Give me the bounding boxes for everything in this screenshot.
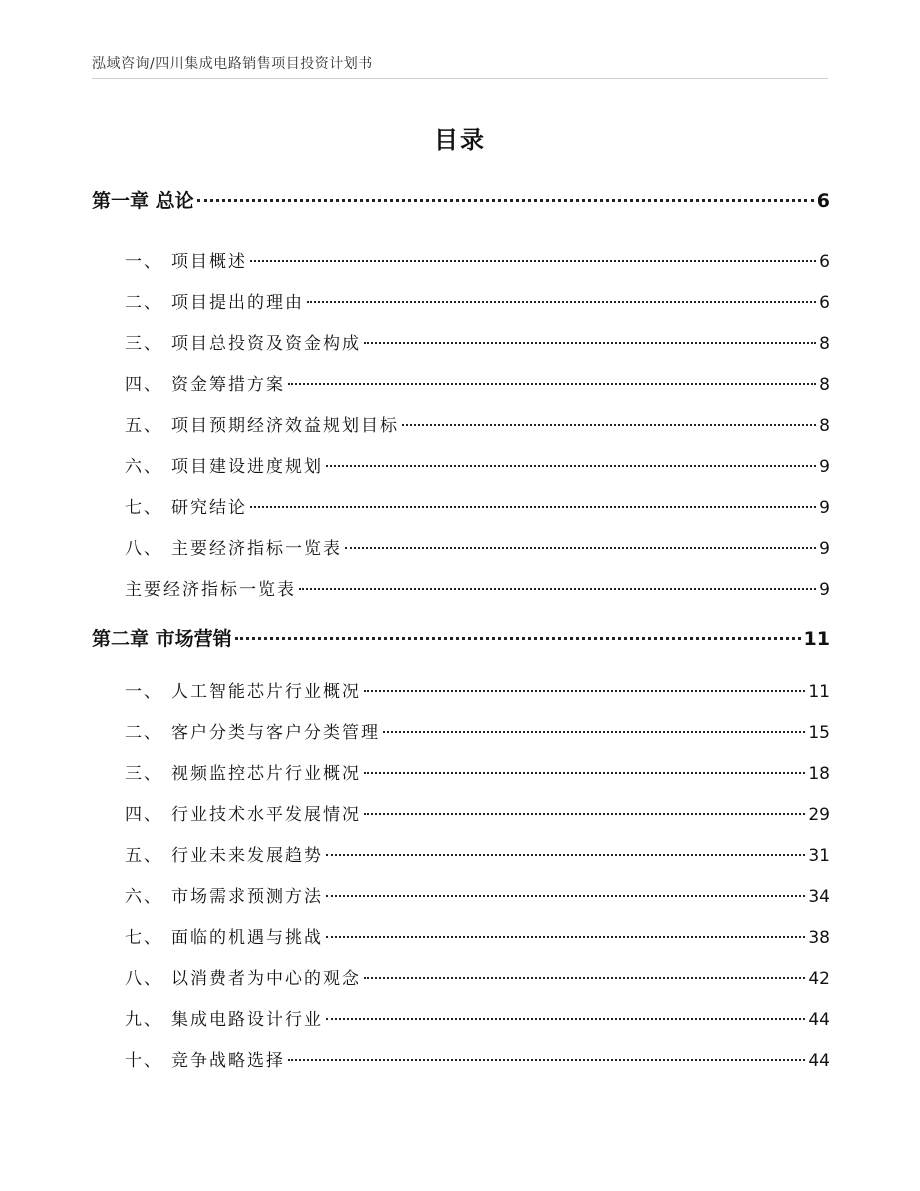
entry-title: 研究结论	[171, 498, 247, 518]
entry-number: 八、	[125, 969, 163, 989]
dot-leader	[197, 199, 814, 202]
entry-number: 六、	[125, 887, 163, 907]
page-number: 15	[808, 723, 830, 743]
toc-entry[interactable]	[125, 1046, 830, 1071]
entry-number: 八、	[125, 539, 163, 559]
entry-number: 一、	[125, 252, 163, 272]
dot-leader	[250, 506, 816, 508]
page-number: 8	[819, 416, 830, 436]
page-number: 38	[808, 928, 830, 948]
entry-number: 四、	[125, 375, 163, 395]
entry-title: 项目概述	[171, 252, 247, 272]
toc-entry[interactable]	[125, 370, 830, 395]
dot-leader	[364, 690, 805, 692]
entry-title: 主要经济指标一览表	[171, 539, 342, 559]
entry-title: 项目预期经济效益规划目标	[171, 416, 399, 436]
toc-entry[interactable]	[125, 288, 830, 313]
entry-number: 六、	[125, 457, 163, 477]
toc-entry[interactable]	[125, 841, 830, 866]
toc-entry[interactable]	[125, 452, 830, 477]
dot-leader	[364, 977, 805, 979]
entry-title: 项目建设进度规划	[171, 457, 323, 477]
page-number: 11	[808, 682, 830, 702]
entry-number: 四、	[125, 805, 163, 825]
dot-leader	[326, 895, 805, 897]
entry-number: 二、	[125, 293, 163, 313]
toc-entry[interactable]	[125, 493, 830, 518]
running-header: 泓域咨询/四川集成电路销售项目投资计划书	[92, 56, 373, 72]
dot-leader	[288, 1059, 805, 1061]
page-number: 42	[808, 969, 830, 989]
page-number: 18	[808, 764, 830, 784]
dot-leader	[326, 854, 805, 856]
entry-title: 资金筹措方案	[171, 375, 285, 395]
page-number: 6	[819, 293, 830, 313]
entry-title: 项目总投资及资金构成	[171, 334, 361, 354]
toc-entry[interactable]	[125, 800, 830, 825]
page-number: 44	[808, 1010, 830, 1030]
entry-number: 三、	[125, 764, 163, 784]
page-number: 34	[808, 887, 830, 907]
entry-title: 集成电路设计行业	[171, 1010, 323, 1030]
entry-title: 行业未来发展趋势	[171, 846, 323, 866]
entry-title: 主要经济指标一览表	[125, 580, 296, 600]
entry-number: 七、	[125, 498, 163, 518]
dot-leader	[250, 260, 816, 262]
chapter-title: 第二章 市场营销	[92, 628, 232, 650]
toc-entry[interactable]	[125, 1005, 830, 1030]
page-number: 11	[803, 628, 830, 650]
entry-title: 面临的机遇与挑战	[171, 928, 323, 948]
dot-leader	[364, 772, 805, 774]
dot-leader	[383, 731, 805, 733]
toc-chapter-1[interactable]	[92, 186, 830, 213]
entry-title: 以消费者为中心的观念	[171, 969, 361, 989]
entry-number: 一、	[125, 682, 163, 702]
page-number: 31	[808, 846, 830, 866]
toc-entry[interactable]	[125, 677, 830, 702]
dot-leader	[364, 813, 805, 815]
toc-entry[interactable]	[125, 882, 830, 907]
toc-entry[interactable]	[125, 964, 830, 989]
toc-entry[interactable]	[125, 534, 830, 559]
dot-leader	[307, 301, 816, 303]
toc-entry[interactable]	[125, 247, 830, 272]
toc-chapter-2[interactable]	[92, 624, 830, 651]
page-number: 8	[819, 375, 830, 395]
entry-number: 二、	[125, 723, 163, 743]
entry-number: 七、	[125, 928, 163, 948]
page-number: 44	[808, 1051, 830, 1071]
page-number: 9	[819, 580, 830, 600]
dot-leader	[345, 547, 816, 549]
entry-title: 客户分类与客户分类管理	[171, 723, 380, 743]
dot-leader	[288, 383, 816, 385]
page-number: 6	[816, 190, 830, 212]
toc-entry[interactable]	[125, 923, 830, 948]
toc-table-entry[interactable]	[125, 575, 830, 600]
page-number: 9	[819, 457, 830, 477]
page-number: 9	[819, 498, 830, 518]
entry-number: 三、	[125, 334, 163, 354]
entry-number: 九、	[125, 1010, 163, 1030]
dot-leader	[299, 588, 816, 590]
dot-leader	[326, 1018, 805, 1020]
dot-leader	[326, 936, 805, 938]
toc-title: 目录	[434, 126, 486, 154]
dot-leader	[364, 342, 816, 344]
entry-title: 视频监控芯片行业概况	[171, 764, 361, 784]
entry-title: 行业技术水平发展情况	[171, 805, 361, 825]
entry-title: 竞争战略选择	[171, 1051, 285, 1071]
toc-entry[interactable]	[125, 759, 830, 784]
page-number: 9	[819, 539, 830, 559]
header-divider	[92, 78, 828, 79]
page-number: 29	[808, 805, 830, 825]
toc-entry[interactable]	[125, 718, 830, 743]
entry-number: 五、	[125, 416, 163, 436]
entry-title: 项目提出的理由	[171, 293, 304, 313]
dot-leader	[402, 424, 816, 426]
page-number: 6	[819, 252, 830, 272]
dot-leader	[235, 637, 801, 640]
toc-entry[interactable]	[125, 411, 830, 436]
entry-title: 人工智能芯片行业概况	[171, 682, 361, 702]
chapter-title: 第一章 总论	[92, 190, 194, 212]
entry-number: 十、	[125, 1051, 163, 1071]
dot-leader	[326, 465, 816, 467]
page-number: 8	[819, 334, 830, 354]
toc-entry[interactable]	[125, 329, 830, 354]
entry-title: 市场需求预测方法	[171, 887, 323, 907]
entry-number: 五、	[125, 846, 163, 866]
